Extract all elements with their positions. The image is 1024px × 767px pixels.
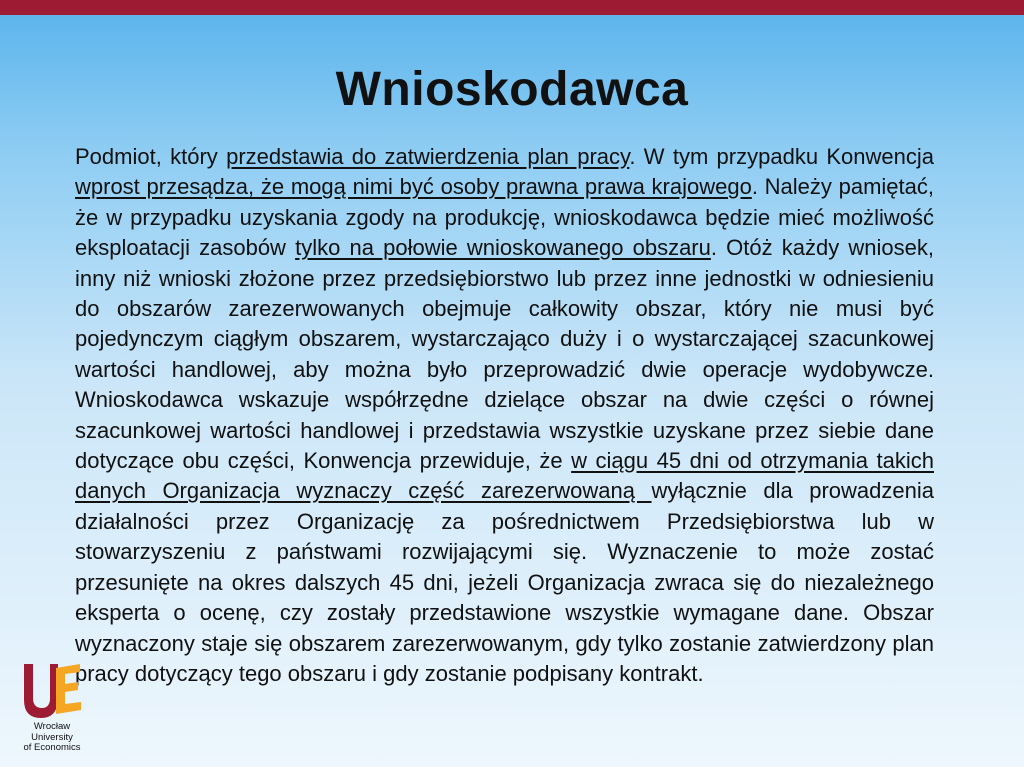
top-accent-bar [0, 0, 1024, 15]
underlined-phrase: przedstawia do zatwierdzenia plan pracy [226, 144, 630, 169]
body-text-segment: . Otóż każdy wniosek, inny niż wnioski złożone przez przedsiębiorstwo lub przez inne jednostki w odniesieniu do obszarów zarezerwowanych obejmuje całkowity obszar, który nie musi być pojedynczym ciągłym obszarem, wystarczająco duży i o wystarczającej szacunkowej wartości handlowej, aby można było przeprowadzić dwie operacje wydobywcze. Wnioskodawca wskazuje współrzędne dzielące obszar na dwie części o równej szacunkowej wartości handlowej i przedstawia wszystkie uzyskane przez siebie dane dotyczące obu części, Konwencja przewiduje, że [75, 235, 934, 474]
logo-caption-line: of Economics [23, 742, 81, 753]
body-text-segment: . Należy pamiętać, że w przypadku uzyskania zgody na produkcję, wnioskodawca będzie mieć możliwość eksploatacji zasobów [75, 174, 934, 261]
logo-caption-line: Wrocław [33, 721, 71, 732]
body-text-segment: Podmiot, który [75, 144, 227, 169]
body-text-segment: . W tym przypadku Konwencja [629, 144, 934, 169]
slide-body-text [75, 142, 934, 689]
slide-title: Wnioskodawca [335, 63, 689, 116]
ue-logo-icon [20, 660, 84, 722]
body-text-segment: wyłącznie dla prowadzenia działalności przez Organizację za pośrednictwem Przedsiębiorstwa lub w stowarzyszeniu z państwami rozwijającymi się. Wyznaczenie to może zostać przesunięte na okres dalszych 45 dni, jeżeli Organizacja zwraca się do niezależnego eksperta o ocenę, czy zostały przedstawione wszystkie wymagane dane. Obszar wyznaczony staje się obszarem zarezerwowanym, gdy tylko zostanie zatwierdzony plan pracy dotyczący tego obszaru i gdy zostanie podpisany kontrakt. [75, 478, 934, 686]
university-logo [20, 660, 84, 760]
underlined-phrase: wprost przesądza, że mogą nimi być osoby prawna prawa krajowego [75, 174, 752, 200]
underlined-phrase: w ciągu 45 dni od otrzymania takich danych Organizacja wyznaczy część zarezerwowaną [75, 448, 934, 504]
logo-caption [20, 722, 84, 754]
underlined-phrase: tylko na połowie wnioskowanego obszaru [295, 235, 711, 261]
logo-caption-line: University [31, 731, 73, 743]
